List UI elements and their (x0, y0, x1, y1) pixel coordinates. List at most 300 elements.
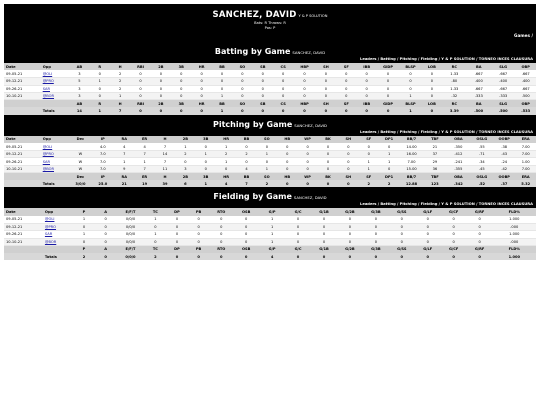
totals-column-header (43, 245, 73, 252)
column-header[interactable]: SH (316, 63, 336, 70)
stat-cell: 0 (336, 70, 356, 77)
stat-cell: 0 (318, 165, 338, 172)
table-row (4, 151, 536, 158)
totals-column-header: BB/7 (399, 173, 423, 180)
stat-cell: 1 (145, 216, 167, 223)
opponent-cell[interactable] (43, 216, 73, 223)
stat-cell: .333 (491, 93, 515, 100)
column-header[interactable]: G/SS (389, 208, 415, 215)
column-header[interactable]: G/P (259, 208, 285, 215)
totals-column-header: WP (297, 173, 317, 180)
stat-cell (69, 143, 91, 150)
stat-cell: 1 (359, 158, 379, 165)
pitching-title: Pitching by Game (213, 119, 293, 129)
stat-cell: 21 (424, 143, 446, 150)
stat-cell: 0 (90, 85, 110, 92)
stat-cell: .667 (467, 70, 491, 77)
batting-totals-header-row (4, 100, 536, 107)
stat-cell: 7.0 (92, 165, 114, 172)
opponent-link[interactable]: @PRO (44, 224, 57, 229)
column-header[interactable]: E/F/T (116, 208, 144, 215)
pitching-totals-header-row (4, 173, 536, 180)
stat-cell: 7 (114, 151, 134, 158)
table-row (4, 223, 536, 230)
totals-cell: 0 (441, 253, 467, 260)
column-header[interactable]: SO (232, 63, 252, 70)
totals-column-header: P (73, 245, 95, 252)
column-header[interactable]: BB (212, 63, 232, 70)
date-cell: 09-12-21 (4, 223, 43, 230)
totals-cell: 2 (73, 253, 95, 260)
totals-cell: 1 (399, 107, 421, 114)
totals-column-header: GIDP (377, 100, 399, 107)
totals-cell: 0 (415, 253, 441, 260)
stat-cell: 14 (155, 151, 175, 158)
stat-cell: 0 (196, 158, 216, 165)
stat-cell: W (69, 151, 91, 158)
stat-cell: 0 (311, 231, 337, 238)
column-header[interactable]: R (90, 63, 110, 70)
stat-cell: 0 (166, 223, 188, 230)
column-header[interactable]: BB (236, 136, 256, 143)
stat-cell: 0 (145, 223, 167, 230)
totals-cell: 0 (422, 107, 442, 114)
opponent-cell[interactable] (41, 93, 70, 100)
totals-cell: 0 (337, 253, 363, 260)
totals-column-header: OBP (515, 100, 536, 107)
stat-cell: 0 (130, 70, 150, 77)
totals-column-header: PB (188, 245, 210, 252)
totals-column-header: G/3B (363, 245, 389, 252)
totals-cell: 2 (359, 180, 379, 187)
opponent-link[interactable]: @PRO (42, 79, 54, 84)
column-header[interactable]: G/C (285, 208, 311, 215)
date-cell: 09-26-21 (4, 231, 43, 238)
column-header[interactable]: G/LF (415, 208, 441, 215)
date-cell: 09-05-21 (4, 143, 41, 150)
date-cell: 09-26-21 (4, 158, 41, 165)
totals-cell: 0 (389, 253, 415, 260)
batting-nav-links[interactable]: Leaders / Batting / Pitching / Fielding / Y & P SOLUTION / TORNEO INCES CLAUSURA (4, 55, 536, 63)
totals-column-header: SH (316, 100, 336, 107)
opponent-cell[interactable] (41, 78, 70, 85)
stat-cell: 0 (336, 78, 356, 85)
column-header[interactable]: G/CF (441, 208, 467, 215)
column-header[interactable]: OSLG (471, 136, 493, 143)
opponent-link[interactable]: @PRO (42, 152, 54, 157)
column-header[interactable]: HR (216, 136, 236, 143)
column-header[interactable]: OBA (446, 136, 470, 143)
stat-cell: 0 (415, 231, 441, 238)
stat-cell: 5 (69, 78, 89, 85)
stat-cell: 0 (212, 70, 232, 77)
games-link[interactable]: Games / (514, 33, 533, 38)
totals-cell: 3.39 (442, 107, 466, 114)
column-header[interactable]: G/1B (311, 208, 337, 215)
fielding-header-row (4, 208, 536, 215)
totals-cell: .533 (515, 107, 536, 114)
column-header[interactable]: CS (273, 63, 293, 70)
stat-cell: 0 (209, 223, 233, 230)
stat-cell: 0 (316, 70, 336, 77)
stat-cell: 1 (110, 93, 130, 100)
column-header[interactable]: HB (277, 136, 297, 143)
stat-cell: W (69, 158, 91, 165)
opponent-cell[interactable] (41, 70, 70, 77)
stat-cell: 1 (196, 151, 216, 158)
pitching-nav-links[interactable]: Leaders / Batting / Pitching / Fielding / Y & P SOLUTION / TORNEO INCES CLAUSURA (4, 128, 536, 136)
stat-cell: 0 (389, 231, 415, 238)
totals-cell (4, 253, 43, 260)
stat-cell: 0 (357, 78, 377, 85)
table-row (4, 238, 536, 245)
stat-cell: .500 (515, 93, 536, 100)
totals-column-header: HR (191, 100, 211, 107)
totals-column-header: SF (336, 100, 356, 107)
column-header[interactable]: RBI (130, 63, 150, 70)
stat-cell: 1 (212, 93, 232, 100)
opponent-cell[interactable] (41, 158, 70, 165)
table-row (4, 216, 536, 223)
stat-cell: .24 (493, 158, 515, 165)
stat-cell: 0 (297, 143, 317, 150)
stat-cell: 0 (293, 78, 315, 85)
opponent-link[interactable]: SAR (42, 159, 50, 164)
column-header[interactable]: GIDP (377, 63, 399, 70)
totals-column-header: E/F/T (116, 245, 144, 252)
totals-column-header: RA (114, 173, 134, 180)
stat-cell: 0 (377, 85, 399, 92)
stat-cell: 1.000 (493, 216, 536, 223)
opponent-link[interactable]: SAR (44, 232, 53, 237)
column-header[interactable]: OOBP (493, 136, 515, 143)
stat-cell: 1 (359, 165, 379, 172)
opponent-link[interactable]: @BOR (42, 166, 55, 171)
opponent-link[interactable]: @OLI (42, 71, 53, 76)
stat-cell: 0 (95, 223, 117, 230)
opponent-cell[interactable] (43, 223, 73, 230)
stat-cell: 4 (134, 143, 154, 150)
stat-cell: 0 (359, 151, 379, 158)
stat-cell: 0 (212, 85, 232, 92)
stat-cell: 7.00 (515, 165, 536, 172)
stat-cell: 0 (285, 238, 311, 245)
totals-cell: 0 (467, 253, 493, 260)
fielding-nav-links[interactable]: Leaders / Batting / Pitching / Fielding / Y & P SOLUTION / TORNEO INCES CLAUSURA (4, 200, 536, 208)
stat-cell: 0 (399, 70, 421, 77)
column-header[interactable]: SH (338, 136, 358, 143)
stat-cell: 0 (316, 78, 336, 85)
totals-column-header: SH (338, 173, 358, 180)
column-header[interactable]: HBP (293, 63, 315, 70)
stat-cell: 0 (297, 151, 317, 158)
totals-column-header: DP1 (379, 173, 399, 180)
opponent-cell[interactable] (41, 165, 70, 172)
stat-cell: 0 (363, 216, 389, 223)
opponent-link[interactable]: @BOR (44, 239, 57, 244)
opponent-link[interactable]: SAR (42, 86, 50, 91)
stat-cell: .667 (515, 70, 536, 77)
totals-column-header: AB (69, 100, 89, 107)
totals-cell: 6 (175, 180, 195, 187)
stat-cell: 0 (415, 216, 441, 223)
stat-cell: 0 (209, 238, 233, 245)
totals-cell: 0 (338, 180, 358, 187)
table-row (4, 93, 536, 100)
column-header[interactable]: SB (253, 63, 273, 70)
stat-cell: 0 (209, 216, 233, 223)
totals-column-header: R (90, 100, 110, 107)
column-header[interactable]: ERA (515, 136, 536, 143)
opponent-link[interactable]: @OLI (44, 217, 55, 222)
stat-cell: 0 (233, 231, 259, 238)
stat-cell: 1 (257, 151, 277, 158)
stat-cell: 0/0/0 (116, 223, 144, 230)
opponent-cell[interactable] (41, 85, 70, 92)
stat-cell: 0 (90, 70, 110, 77)
date-cell: 09-05-21 (4, 216, 43, 223)
column-header[interactable]: G/3B (363, 208, 389, 215)
stat-cell: .667 (491, 70, 515, 77)
totals-column-header: BLSP (399, 100, 421, 107)
column-header[interactable]: RA (114, 136, 134, 143)
column-header[interactable]: IBB (357, 63, 377, 70)
stat-cell: 0 (191, 78, 211, 85)
opponent-cell[interactable] (43, 238, 73, 245)
table-row (4, 231, 536, 238)
column-header[interactable]: BLSP (399, 63, 421, 70)
column-header[interactable]: DP1 (379, 136, 399, 143)
stat-cell: 0 (285, 231, 311, 238)
stat-cell: 0 (191, 70, 211, 77)
totals-cell: 0 (273, 107, 293, 114)
stat-cell: .42 (493, 165, 515, 172)
batting-totals-row (4, 107, 536, 114)
batting-subtitle: SANCHEZ, DAVID (292, 50, 326, 55)
totals-column-header: LOB (422, 100, 442, 107)
totals-column-header: G/C (285, 245, 311, 252)
column-header[interactable]: OSB (233, 208, 259, 215)
totals-cell: 0 (285, 253, 311, 260)
column-header[interactable]: Dec (69, 136, 91, 143)
totals-cell: 0 (311, 253, 337, 260)
column-header[interactable]: Date (4, 63, 41, 70)
totals-cell: 0 (377, 107, 399, 114)
column-header[interactable]: G/RF (467, 208, 493, 215)
column-header[interactable]: 3B (171, 63, 191, 70)
batting-section-title (4, 42, 536, 55)
stat-cell: 0 (377, 93, 399, 100)
pitching-table (4, 136, 536, 188)
totals-cell: 12.88 (399, 180, 423, 187)
column-header[interactable]: IP (92, 136, 114, 143)
stat-cell: 0 (73, 238, 95, 245)
totals-column-header: HBP (293, 100, 315, 107)
column-header[interactable]: 2B (175, 136, 195, 143)
column-header[interactable]: Opp (41, 63, 70, 70)
stat-cell: 0 (209, 231, 233, 238)
totals-cell: 0 (233, 253, 259, 260)
column-header[interactable]: SF (336, 63, 356, 70)
stat-cell: 0 (467, 216, 493, 223)
stat-cell: 0 (311, 223, 337, 230)
stat-cell: .43 (493, 151, 515, 158)
totals-cell: 1 (196, 180, 216, 187)
totals-column-header: IBB (357, 100, 377, 107)
column-header[interactable]: FLD% (493, 208, 536, 215)
column-header[interactable]: Opp (43, 208, 73, 215)
opponent-cell[interactable] (43, 231, 73, 238)
stat-cell: 0 (212, 78, 232, 85)
stat-cell: .333 (467, 93, 491, 100)
stat-cell: 1 (259, 238, 285, 245)
column-header[interactable]: P (73, 208, 95, 215)
stat-cell: .350 (446, 143, 470, 150)
stat-cell: 0 (441, 238, 467, 245)
opponent-link[interactable]: @BOR (42, 94, 55, 99)
totals-cell: .500 (491, 107, 515, 114)
totals-cell: .500 (467, 107, 491, 114)
column-header[interactable]: TC (145, 208, 167, 215)
stat-cell: 0 (357, 93, 377, 100)
stat-cell: 0 (191, 85, 211, 92)
totals-column-header: A (95, 245, 117, 252)
totals-column-header: IP (92, 173, 114, 180)
stat-cell: 1 (175, 143, 195, 150)
player-name: SANCHEZ, DAVID (212, 10, 297, 20)
stat-cell: 1 (114, 158, 134, 165)
totals-column-header: OOBP (493, 173, 515, 180)
totals-column-header: SLG (491, 100, 515, 107)
column-header[interactable]: H (110, 63, 130, 70)
column-header[interactable]: WP (297, 136, 317, 143)
stat-cell: 0 (196, 165, 216, 172)
column-header[interactable]: BK (318, 136, 338, 143)
stat-cell: 7.0 (92, 151, 114, 158)
column-header[interactable]: H (155, 136, 175, 143)
date-cell: 09-05-21 (4, 70, 41, 77)
column-header[interactable]: HR (191, 63, 211, 70)
pitching-section-title (4, 115, 536, 128)
stat-cell: 0 (293, 85, 315, 92)
column-header[interactable]: TBF (424, 136, 446, 143)
stat-cell: .400 (491, 78, 515, 85)
stat-cell: 7 (134, 151, 154, 158)
fielding-subtitle: SANCHEZ, DAVID (293, 195, 327, 201)
stat-cell: 1.33 (442, 85, 466, 92)
column-header[interactable]: DP (166, 208, 188, 215)
stat-cell: 0 (293, 70, 315, 77)
stat-cell: .355 (446, 165, 470, 172)
date-cell: 09-12-21 (4, 151, 41, 158)
stat-cell: 0 (422, 93, 442, 100)
column-header[interactable]: ER (134, 136, 154, 143)
stat-cell: 7.00 (515, 143, 536, 150)
stat-cell: 0 (166, 231, 188, 238)
stat-cell: 0 (232, 85, 252, 92)
totals-column-header: HR (216, 173, 236, 180)
totals-column-header: H (110, 100, 130, 107)
column-header[interactable]: RTO (209, 208, 233, 215)
column-header[interactable]: BA (467, 63, 491, 70)
stat-cell: 0 (316, 85, 336, 92)
stat-cell: 7 (155, 143, 175, 150)
stat-cell: 4 (236, 165, 256, 172)
totals-cell: 0 (293, 107, 315, 114)
opponent-link[interactable]: @OLI (42, 144, 53, 149)
totals-cell: 4 (259, 253, 285, 260)
totals-column-header: G/P (259, 245, 285, 252)
stat-cell: 0 (232, 93, 252, 100)
batting-title: Batting by Game (214, 47, 291, 56)
column-header[interactable]: SF (359, 136, 379, 143)
stat-cell: 7.00 (399, 158, 423, 165)
stat-cell: 0 (273, 70, 293, 77)
stat-cell: 0 (166, 216, 188, 223)
column-header[interactable]: PB (188, 208, 210, 215)
stat-cell: 0 (236, 158, 256, 165)
totals-column-header: 2B (175, 173, 195, 180)
stat-cell: 0 (467, 223, 493, 230)
table-row (4, 143, 536, 150)
stat-cell: 0 (277, 165, 297, 172)
totals-cell: 21 (114, 180, 134, 187)
column-header[interactable]: BB/7 (399, 136, 423, 143)
totals-column-header: H (155, 173, 175, 180)
column-header[interactable]: AB (69, 63, 89, 70)
totals-column-header: ER (134, 173, 154, 180)
column-header[interactable]: G/2B (337, 208, 363, 215)
stat-cell: 0/0/0 (116, 238, 144, 245)
totals-cell: 7 (236, 180, 256, 187)
column-header[interactable]: A (95, 208, 117, 215)
stat-cell: 0 (337, 231, 363, 238)
column-header[interactable]: Date (4, 136, 41, 143)
column-header[interactable]: Opp (41, 136, 70, 143)
stat-cell: 0 (191, 93, 211, 100)
column-header[interactable]: SO (257, 136, 277, 143)
opponent-cell[interactable] (41, 151, 70, 158)
stat-cell: .400 (515, 78, 536, 85)
column-header[interactable]: 3B (196, 136, 216, 143)
totals-cell: 1.000 (493, 253, 536, 260)
column-header[interactable]: 2B (151, 63, 171, 70)
totals-cell: 2 (379, 180, 399, 187)
column-header[interactable]: OBP (515, 63, 536, 70)
stat-cell: 0 (338, 151, 358, 158)
stat-cell: 0 (95, 231, 117, 238)
column-header[interactable]: Date (4, 208, 43, 215)
column-header[interactable]: SLG (491, 63, 515, 70)
totals-column-header: G/CF (441, 245, 467, 252)
stat-cell: 11 (155, 165, 175, 172)
column-header[interactable]: RC (442, 63, 466, 70)
stat-cell: 0 (285, 216, 311, 223)
stat-cell: 0 (441, 223, 467, 230)
opponent-cell[interactable] (41, 143, 70, 150)
stat-cell: 0 (297, 165, 317, 172)
stat-cell: 0 (357, 70, 377, 77)
stat-cell: 0 (441, 231, 467, 238)
column-header[interactable]: LOB (422, 63, 442, 70)
date-cell: 09-26-21 (4, 85, 41, 92)
totals-cell: 0/0/0 (116, 253, 144, 260)
fielding-totals-header-row (4, 245, 536, 252)
totals-cell: 0 (277, 180, 297, 187)
totals-cell: 1 (212, 107, 232, 114)
totals-column-header: SF (359, 173, 379, 180)
stat-cell: 0 (415, 238, 441, 245)
